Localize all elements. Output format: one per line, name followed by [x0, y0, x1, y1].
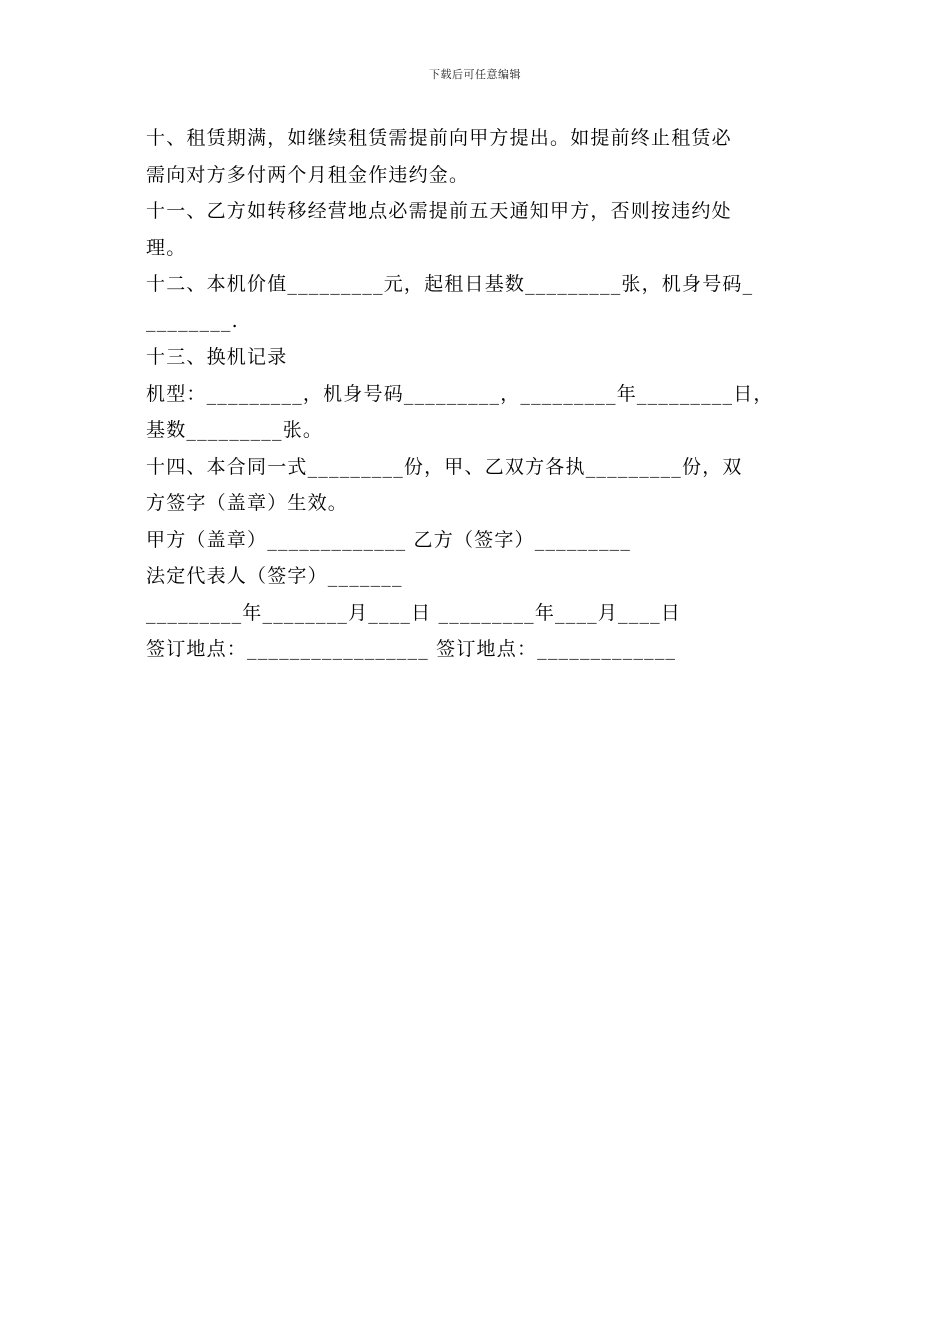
machine-record-line-1: 机型：_________，机身号码_________，_________年_________日， [146, 382, 774, 405]
machine-record-line-2: 基数_________张。 [146, 419, 324, 441]
clause-14-line-1: 十四、本合同一式_________份，甲、乙双方各执_________份，双 [146, 455, 743, 478]
contract-body [146, 120, 816, 668]
clause-11-line-1: 十一、乙方如转移经营地点必需提前五天通知甲方，否则按违约处 [146, 200, 732, 222]
clause-14-line-2: 方签字（盖章）生效。 [146, 492, 349, 514]
clause-11-line-2: 理。 [146, 236, 187, 259]
signing-places: 签订地点：_________________ 签订地点：_____________ [146, 638, 677, 660]
clause-12-line-2: ________. [146, 309, 239, 332]
clause-13-title: 十三、换机记录 [146, 346, 288, 368]
signing-dates: _________年________月____日 _________年____月____日 [146, 601, 682, 624]
page-header: 下载后可任意编辑 [429, 68, 521, 81]
legal-representative: 法定代表人（签字）_______ [146, 565, 403, 587]
clause-12-line-1: 十二、本机价值_________元，起租日基数_________张，机身号码_ [146, 273, 754, 295]
signature-parties: 甲方（盖章）_____________ 乙方（签字）_________ [146, 528, 632, 551]
clause-10-line-2: 需向对方多付两个月租金作违约金。 [146, 163, 470, 186]
clause-10-line-1: 十、租赁期满，如继续租赁需提前向甲方提出。如提前终止租赁必 [146, 127, 732, 149]
